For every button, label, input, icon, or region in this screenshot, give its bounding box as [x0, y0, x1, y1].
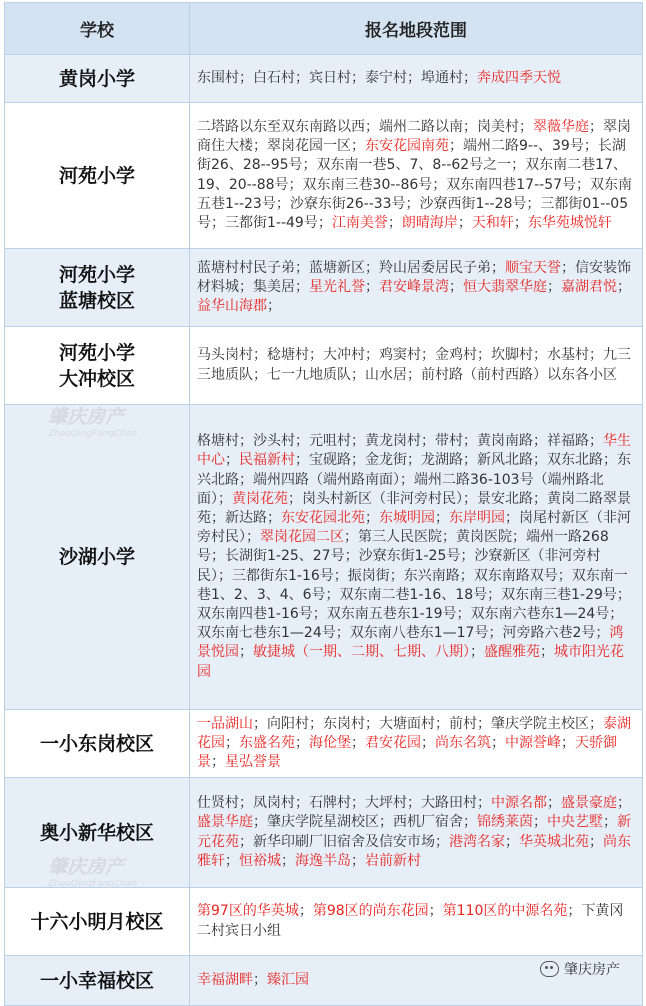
- area-text: ；: [267, 298, 281, 315]
- area-text: ；: [225, 852, 239, 869]
- school-name: 河苑小学 大冲校区: [5, 327, 190, 405]
- area-text: ；新华印刷厂旧宿舍及信安市场；: [239, 833, 449, 850]
- school-name: 一小东岗校区: [5, 710, 190, 778]
- area-text: ；第三人民医院；黄岗医院；端州一路268号；长湖街1-25、27号；沙寮东街1-25号；沙寮新区（非河旁村民）；三都街东1-16号；振岗街；东兴南路；双东南路双号；双东南一巷1、2、3、4、6号；双东南二巷1-16、18号；双东南三巷1-29号；双东南四巷1-16号；双东南五巷东1-19号；双东南六巷东1—24号；双东南七巷东1—24号；双东南八巷东1—17号；河旁路六巷2号；: [197, 529, 631, 642]
- table-row: [5, 778, 643, 888]
- highlighted-area: 海逸半岛: [295, 852, 351, 869]
- highlighted-area: 东安花园北苑: [281, 509, 365, 526]
- highlighted-area: 华生中心: [197, 433, 631, 469]
- area-text: ；: [351, 734, 365, 751]
- enrollment-areas: [190, 888, 643, 956]
- school-name: 河苑小学: [5, 103, 190, 249]
- highlighted-area: 岩前新村: [365, 852, 421, 869]
- area-text: ；下黄冈二村宾日小组: [197, 903, 624, 939]
- area-text: ；: [225, 452, 239, 469]
- highlighted-area: 星弘誉景: [225, 754, 281, 771]
- area-text: ；: [547, 278, 561, 295]
- area-text: 格塘村；沙头村；元咀村；黄龙岗村；带村；黄岗南路；祥福路；: [197, 433, 603, 450]
- account-logo: [540, 959, 620, 979]
- table-row: [5, 888, 643, 956]
- highlighted-area: 星光礼誉: [309, 278, 365, 295]
- highlighted-area: 东安花园南苑: [365, 138, 449, 155]
- area-text: ；: [253, 971, 267, 988]
- area-text: ；: [540, 644, 554, 661]
- area-text: ；端州二路9--、39号；长湖街26、28--95号；双东南一巷5、7、8--62号之一；双东南二巷17、19、20--88号；双东南三巷30--86号；双东南四巷17--57号；双东南五巷1--23号；沙寮东街26--33号；沙寮西街1--28号；三都街01--05号；三都街1--49号；: [197, 138, 633, 231]
- highlighted-area: 中央艺墅: [547, 814, 603, 831]
- highlighted-area: 东岸明园: [449, 509, 505, 526]
- area-text: 蓝塘村村民子弟；蓝塘新区；羚山居委居民子弟；: [197, 259, 505, 276]
- table-row: [5, 327, 643, 405]
- highlighted-area: 东盛名苑: [239, 734, 295, 751]
- highlighted-area: 新元花苑: [197, 814, 631, 850]
- highlighted-area: 港湾名家: [449, 833, 505, 850]
- area-text: ；肇庆学院星湖校区；西机厂宿舍；: [253, 814, 477, 831]
- highlighted-area: 顺宝天誉: [505, 259, 561, 276]
- area-text: ；: [617, 795, 631, 812]
- highlighted-area: 敏捷城（一期、二期、七期、八期）: [253, 644, 470, 661]
- school-name: 十六小明月校区: [5, 888, 190, 956]
- highlighted-area: 朗晴海岸: [401, 214, 458, 231]
- area-text: ；: [239, 644, 253, 661]
- highlighted-area: 恒裕城: [239, 852, 281, 869]
- account-name: 肇庆房产: [564, 962, 620, 978]
- area-text: ；: [365, 509, 379, 526]
- highlighted-area: 中源誉峰: [505, 734, 561, 751]
- highlighted-area: 臻汇园: [267, 971, 309, 988]
- area-text: ；: [449, 278, 463, 295]
- highlighted-area: 君安峰景湾: [379, 278, 449, 295]
- highlighted-area: 第98区的尚东花园: [312, 903, 429, 920]
- area-text: ；: [513, 214, 528, 231]
- area-text: ；: [561, 734, 575, 751]
- highlighted-area: 第110区的中源名苑: [442, 903, 568, 920]
- enrollment-areas: [190, 103, 643, 249]
- enrollment-areas: [190, 710, 643, 778]
- highlighted-area: 海伦堡: [309, 734, 351, 751]
- highlighted-area: 第97区的华英城: [197, 903, 299, 920]
- highlighted-area: 翠岗花园二区: [260, 529, 344, 546]
- highlighted-area: 君安花园: [365, 734, 421, 751]
- area-text: ；翠岗商住大楼；翠岗花园一区；: [197, 118, 631, 155]
- highlighted-area: 益华山海郡: [197, 298, 267, 315]
- table-row: [5, 405, 643, 710]
- highlighted-area: 盛醒雅苑: [484, 644, 540, 661]
- highlighted-area: 中源名都: [491, 795, 547, 812]
- school-name: 河苑小学 蓝塘校区: [5, 249, 190, 327]
- area-text: ；: [617, 278, 631, 295]
- highlighted-area: 锦绣莱茵: [477, 814, 533, 831]
- area-text: ；: [365, 278, 379, 295]
- school-district-table: [4, 2, 643, 1006]
- highlighted-area: 嘉湖君悦: [561, 278, 617, 295]
- enrollment-areas: [190, 327, 643, 405]
- area-text: ；信安装饰材料城；集美居；: [197, 259, 631, 295]
- table-row: [5, 249, 643, 327]
- school-name: 奥小新华校区: [5, 778, 190, 888]
- highlighted-area: 天骄御景: [197, 734, 617, 771]
- area-text: ；: [491, 734, 505, 751]
- area-text: ；: [387, 214, 402, 231]
- school-name: 一小幸福校区: [5, 956, 190, 1006]
- enrollment-areas: [190, 55, 643, 103]
- highlighted-area: 民福新村: [239, 452, 295, 469]
- area-text: 仕贤村；凤岗村；石牌村；大坪村；大路田村；: [197, 795, 491, 812]
- highlighted-area: 尚东雅轩: [197, 833, 631, 869]
- area-text: ；: [589, 833, 603, 850]
- highlighted-area: 东城明园: [379, 509, 435, 526]
- enrollment-areas: [190, 405, 643, 710]
- highlighted-area: 尚东名筑: [435, 734, 491, 751]
- area-text: ；岗尾村新区（非河旁村民）；: [197, 509, 631, 546]
- column-header-school: 学校: [5, 3, 190, 55]
- highlighted-area: 鸿景悦园: [197, 625, 624, 661]
- highlighted-area: 天和轩: [471, 214, 514, 231]
- highlighted-area: 华英城北苑: [519, 833, 589, 850]
- highlighted-area: 翠薇华庭: [533, 118, 589, 135]
- area-text: 东围村；白石村；宾日村；泰宁村；埠通村；: [197, 69, 477, 86]
- highlighted-area: 盛景豪庭: [561, 795, 617, 812]
- area-text: 马头岗村；稔塘村；大冲村；鸡窦村；金鸡村；坎脚村；水基村；九三三地质队；七一九地质队；山水居；前村路（前村西路）以东各小区: [197, 347, 631, 383]
- table-row: [5, 710, 643, 778]
- school-name: 黄岗小学: [5, 55, 190, 103]
- highlighted-area: 恒大翡翠华庭: [463, 278, 547, 295]
- table-row: [5, 55, 643, 103]
- area-text: ；: [428, 903, 443, 920]
- area-text: ；: [603, 814, 617, 831]
- area-text: ；: [211, 754, 225, 771]
- highlighted-area: 江南美誉: [331, 214, 388, 231]
- enrollment-areas: [190, 778, 643, 888]
- school-name: 沙湖小学: [5, 405, 190, 710]
- area-text: ；: [351, 852, 365, 869]
- enrollment-areas: [190, 249, 643, 327]
- area-text: ；: [457, 214, 472, 231]
- highlighted-area: 黄岗花苑: [232, 490, 288, 507]
- wechat-icon: [540, 961, 559, 977]
- highlighted-area: 幸福湖畔: [197, 971, 253, 988]
- area-text: ；: [470, 644, 484, 661]
- area-text: ；: [533, 814, 547, 831]
- area-text: ；: [281, 852, 295, 869]
- area-text: ；: [505, 833, 519, 850]
- area-text: ；: [435, 509, 449, 526]
- table-header-row: [5, 3, 643, 55]
- highlighted-area: 东华苑城悦轩: [527, 214, 612, 231]
- watermark: 肇庆房产 ZhaoQingFangChan: [48, 406, 138, 439]
- table-row: [5, 103, 643, 249]
- area-text: ；岗头村新区（非河旁村民）；景安北路；黄岗二路翠景苑；新达路；: [197, 490, 631, 526]
- area-text: ；: [225, 734, 239, 751]
- area-text: 二塔路以东至双东南路以西；端州二路以南；岗美村；: [197, 118, 533, 135]
- highlighted-area: 奔成四季天悦: [477, 69, 561, 86]
- highlighted-area: 一品湖山: [197, 715, 253, 732]
- column-header-areas: 报名地段范围: [190, 3, 643, 55]
- watermark: 肇庆房产 ZhaoQingFangChan: [48, 856, 138, 889]
- area-text: ；: [547, 795, 561, 812]
- area-text: ；向阳村；东岗村；大塘面村；前村；肇庆学院主校区；: [253, 715, 603, 732]
- highlighted-area: 盛景华庭: [197, 814, 253, 831]
- highlighted-area: 泰湖花园: [197, 715, 631, 751]
- highlighted-area: 城市阳光花园: [197, 644, 624, 680]
- area-text: ；: [295, 734, 309, 751]
- area-text: ；宝砚路；金龙街；龙湖路；新风北路；双东北路；东兴北路；端州四路（端州路南面）；端州二路36-103号（端州路北面）；: [197, 452, 631, 507]
- area-text: ；: [298, 903, 313, 920]
- area-text: ；: [421, 734, 435, 751]
